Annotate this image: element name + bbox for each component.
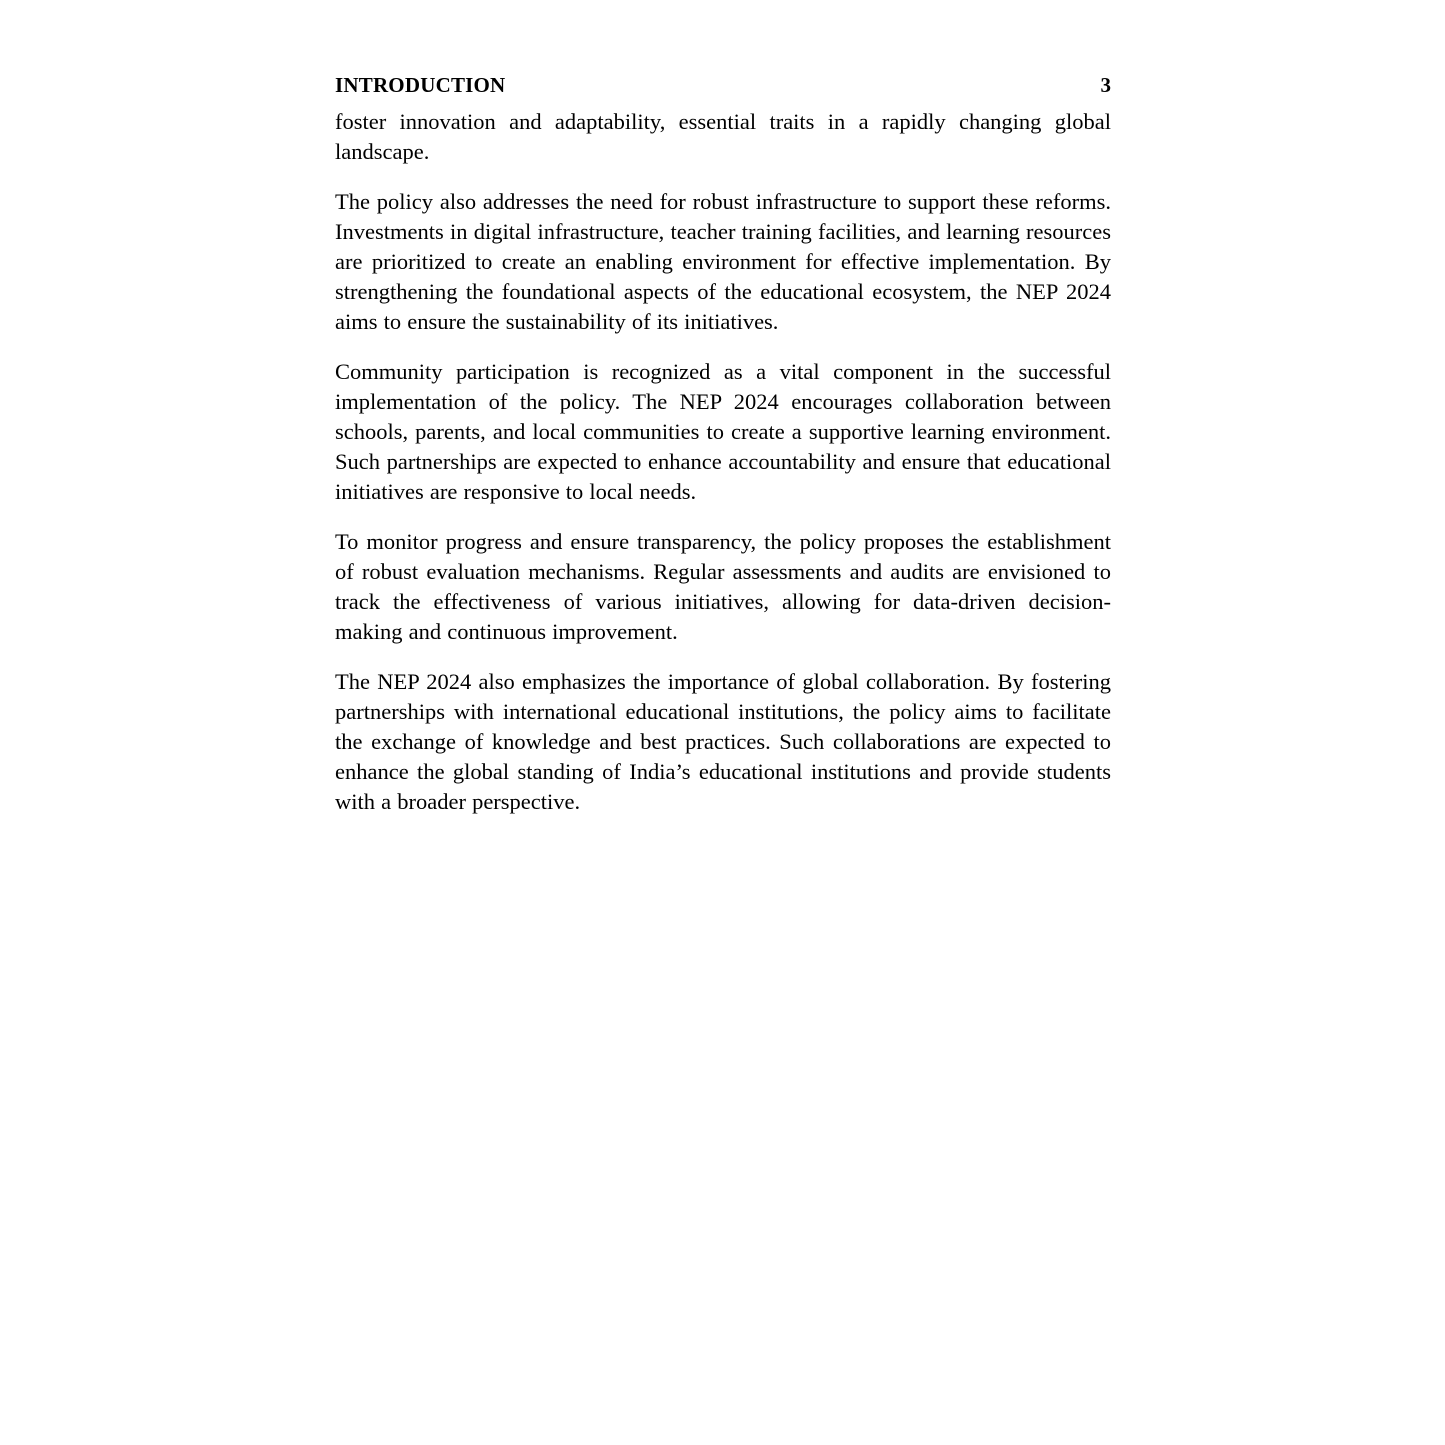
running-header-title: INTRODUCTION xyxy=(335,73,506,97)
page-number: 3 xyxy=(1100,73,1111,97)
paragraph-global-collaboration: The NEP 2024 also emphasizes the importance of global collaboration. By fostering partnerships with international educational institutions, the policy aims to facilitate the exchange of knowledge and best practices. Such collaborations are expected to enhance the global standing of India’s educational institutions and provide students with a broader perspective. xyxy=(335,669,1111,814)
paragraph-community-participation: Community participation is recognized as a vital component in the successful implementation of the policy. The NEP 2024 encourages collaboration between schools, parents, and local communities to create a supportive learning environment. Such partnerships are expected to enhance accountability and ensure that educational initiatives are responsive to local needs. xyxy=(335,359,1111,504)
paragraph-monitoring: To monitor progress and ensure transparency, the policy proposes the establishment of robust evaluation mechanisms. Regular assessments and audits are envisioned to track the effectiveness of various initiatives, allowing for data-driven decision-making and continuous improvement. xyxy=(335,529,1111,644)
paragraph-continuation: foster innovation and adaptability, essential traits in a rapidly changing global landscape. xyxy=(335,109,1111,164)
paragraph-infrastructure: The policy also addresses the need for robust infrastructure to support these reforms. Investments in digital infrastructure, teacher training facilities, and learning resources are prioritized to create an enabling environment for effective implementation. By strengthening the foundational aspects of the educational ecosystem, the NEP 2024 aims to ensure the sustainability of its initiatives. xyxy=(335,189,1111,334)
document-page xyxy=(335,72,1111,837)
running-header xyxy=(335,72,1111,98)
body-text xyxy=(335,107,1111,817)
